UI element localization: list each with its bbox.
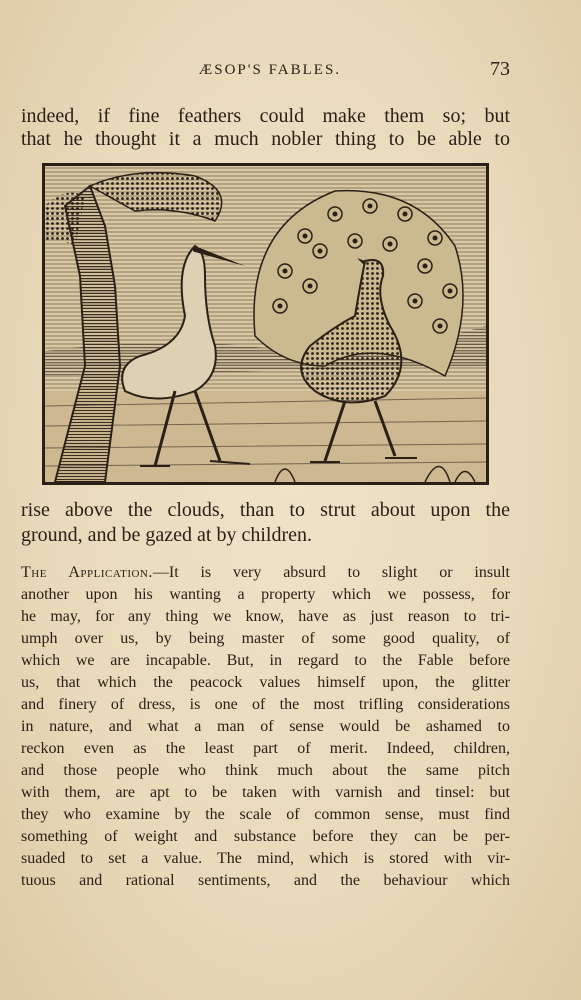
application-line: something of weight and substance before they can be per- (21, 828, 510, 845)
application-line: another upon his wanting a property which we possess, for (21, 586, 510, 603)
application-line: us, that which the peacock values himself upon, the glitter (21, 674, 510, 691)
application-line: which we are incapable. But, in regard to the Fable before (21, 652, 510, 669)
application-first-line (21, 562, 510, 584)
page-number: 73 (490, 58, 510, 80)
application-line: and those people who think much about the same pitch (21, 762, 510, 779)
application-line: they who examine by the scale of common sense, must find (21, 806, 510, 823)
application-line: tuous and rational sentiments, and the behaviour which (21, 872, 510, 889)
application-line: umph over us, by being master of some good quality, of (21, 630, 510, 647)
crane-and-peacock-engraving (45, 166, 486, 482)
running-head: ÆSOP'S FABLES. (198, 62, 342, 78)
woodcut-illustration (42, 163, 489, 485)
application-heading: The Application. (21, 564, 153, 581)
application-line: and finery of dress, is one of the most trifling considerations (21, 696, 510, 713)
application-line: —It is very absurd to slight or insult (152, 564, 510, 581)
application-line: suaded to set a value. The mind, which is stored with vir- (21, 850, 510, 867)
application-line: he may, for any thing we know, have as just reason to tri- (21, 608, 510, 625)
body-line: that he thought it a much nobler thing to be able to (21, 128, 510, 150)
body-line: ground, and be gazed at by children. (21, 524, 313, 546)
body-line: rise above the clouds, than to strut about upon the (21, 499, 510, 521)
body-line: indeed, if fine feathers could make them so; but (21, 105, 510, 127)
application-line: in nature, and what a man of sense would be ashamed to (21, 718, 510, 735)
application-line: with them, are apt to be taken with varnish and tinsel: but (21, 784, 510, 801)
application-line: reckon even as the least part of merit. Indeed, children, (21, 740, 510, 757)
